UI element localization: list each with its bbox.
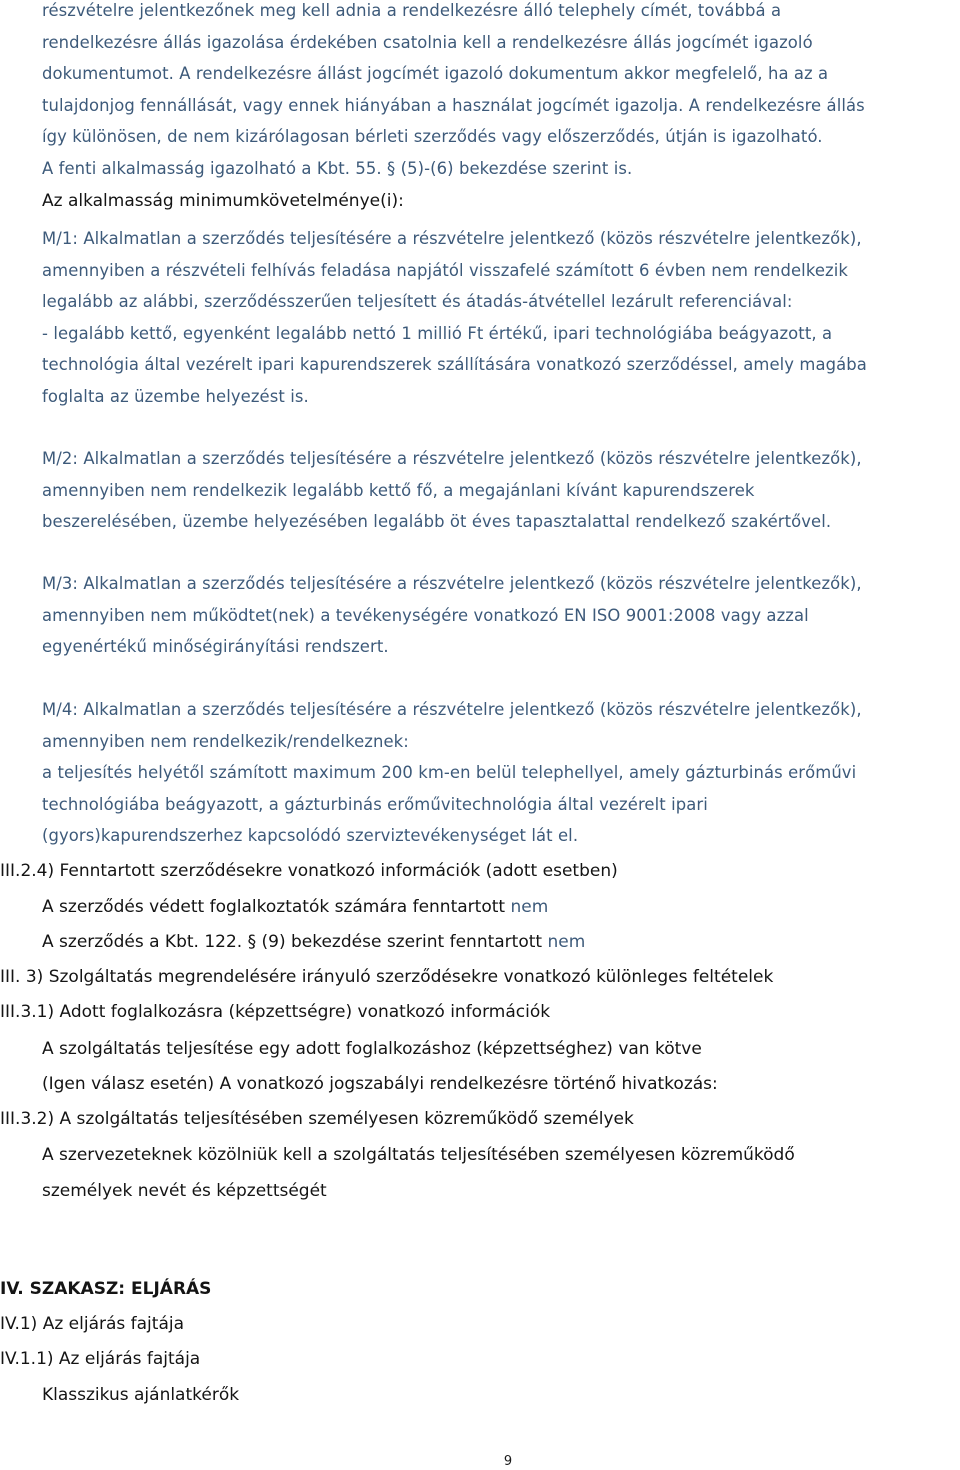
- field-label: A szerződés a Kbt. 122. § (9) bekezdése szerint fenntartott: [42, 932, 543, 952]
- section-heading-3-3: III. 3) Szolgáltatás megrendelésére irányuló szerződésekre vonatkozó különleges feltételek: [0, 967, 774, 987]
- eligibility-paragraph: [42, 0, 958, 184]
- section-heading-3-3-1: III.3.1) Adott foglalkozásra (képzettségre) vonatkozó információk: [0, 1002, 551, 1022]
- text-line: A fenti alkalmasság igazolható a Kbt. 55. § (5)-(6) bekezdése szerint is.: [42, 158, 633, 178]
- text-line: technológia által vezérelt ipari kapurendszerek szállítására vonatkozó szerződéssel, amely magába: [42, 355, 867, 374]
- min-requirements-label: Az alkalmasság minimumkövetelménye(i):: [42, 191, 404, 211]
- text-line: egyenértékű minőségirányítási rendszert.: [42, 637, 389, 656]
- section-iv-title: IV. SZAKASZ: ELJÁRÁS: [0, 1279, 212, 1299]
- reserved-kbt-line: [42, 925, 958, 961]
- text-line: M/3: Alkalmatlan a szerződés teljesítésére a részvételre jelentkező (közös részvételre jelentkezők),: [42, 574, 862, 593]
- reserved-protected-line: [42, 890, 958, 926]
- text-line: amennyiben nem rendelkezik legalább kettő fő, a megajánlani kívánt kapurendszerek: [42, 480, 755, 500]
- requirement-m4: [42, 694, 958, 852]
- text-line: dokumentumot. A rendelkezésre állást jogcímét igazoló dokumentum akkor megfelelő, ha az a: [42, 64, 829, 83]
- text-line: amennyiben nem működtet(nek) a tevékenységére vonatkozó EN ISO 9001:2008 vagy azzal: [42, 605, 809, 625]
- field-value: nem: [547, 932, 586, 952]
- text-line: - legalább kettő, egyenként legalább nettó 1 millió Ft értékű, ipari technológiába beágyazott, a: [42, 323, 833, 343]
- text-line: A szervezeteknek közölniük kell a szolgáltatás teljesítésében személyesen közreműködő: [42, 1145, 795, 1165]
- text-line: M/1: Alkalmatlan a szerződés teljesítésére a részvételre jelentkező (közös részvételre jelentkezők),: [42, 229, 862, 248]
- page-number: 9: [503, 1454, 513, 1469]
- text-line: személyek nevét és képzettségét: [42, 1180, 327, 1201]
- text-line: tulajdonjog fennállását, vagy ennek hiányában a használat jogcímét igazolja. A rendelkezésre állás: [42, 95, 865, 115]
- profession-line: A szolgáltatás teljesítése egy adott foglalkozáshoz (képzettséghez) van kötve: [42, 1039, 702, 1059]
- legal-reference-line: (Igen válasz esetén) A vonatkozó jogszabályi rendelkezésre történő hivatkozás:: [42, 1074, 718, 1094]
- section-heading-3-2-4: III.2.4) Fenntartott szerződésekre vonatkozó információk (adott esetben): [0, 861, 618, 881]
- text-line: amennyiben nem rendelkezik/rendelkeznek:: [42, 731, 409, 751]
- text-line: (gyors)kapurendszerhez kapcsolódó szerviztevékenységet lát el.: [42, 826, 579, 845]
- requirement-m3: [42, 568, 958, 663]
- text-line: technológiába beágyazott, a gázturbinás erőművitechnológia által vezérelt ipari: [42, 794, 708, 814]
- text-line: M/4: Alkalmatlan a szerződés teljesítésére a részvételre jelentkező (közös részvételre jelentkezők),: [42, 700, 862, 719]
- text-line: rendelkezésre állás igazolása érdekében csatolnia kell a rendelkezésre állás jogcímét igazoló: [42, 32, 813, 52]
- procedure-type-value: Klasszikus ajánlatkérők: [42, 1385, 240, 1405]
- section-heading-iv-1-1: IV.1.1) Az eljárás fajtája: [0, 1349, 201, 1369]
- staff-paragraph: [42, 1138, 958, 1209]
- text-line: részvételre jelentkezőnek meg kell adnia a rendelkezésre álló telephely címét, továbbá a: [42, 1, 782, 20]
- field-label: A szerződés védett foglalkoztatók számára fenntartott: [42, 897, 506, 917]
- text-line: foglalta az üzembe helyezést is.: [42, 386, 309, 406]
- text-line: a teljesítés helyétől számított maximum 200 km-en belül telephellyel, amely gázturbinás erőművi: [42, 763, 857, 782]
- text-line: amennyiben a részvételi felhívás feladása napjától visszafelé számított 6 évben nem rendelkezik: [42, 260, 848, 280]
- text-line: legalább az alábbi, szerződésszerűen teljesített és átadás-átvétellel lezárult referenciával:: [42, 292, 793, 311]
- section-heading-iv-1: IV.1) Az eljárás fajtája: [0, 1314, 185, 1334]
- requirement-m1: [42, 223, 958, 412]
- text-line: M/2: Alkalmatlan a szerződés teljesítésére a részvételre jelentkező (közös részvételre jelentkezők),: [42, 449, 862, 468]
- section-heading-3-3-2: III.3.2) A szolgáltatás teljesítésében személyesen közreműködő személyek: [0, 1109, 634, 1129]
- requirement-m2: [42, 443, 958, 538]
- text-line: így különösen, de nem kizárólagosan bérleti szerződés vagy előszerződés, útján is igazolható.: [42, 127, 823, 146]
- field-value: nem: [510, 897, 549, 917]
- text-line: beszerelésében, üzembe helyezésében legalább öt éves tapasztalattal rendelkező szakértővel.: [42, 512, 832, 531]
